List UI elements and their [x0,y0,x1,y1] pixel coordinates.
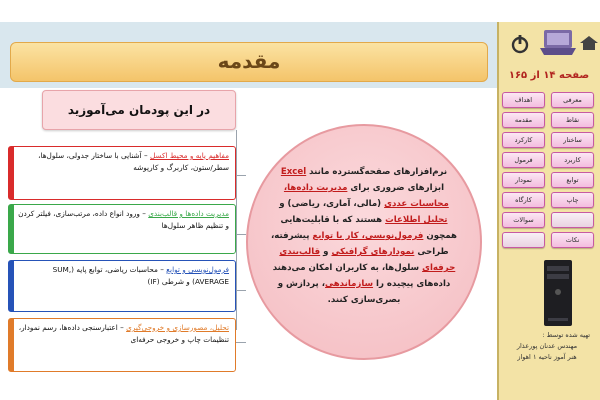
connector-tick [236,342,246,343]
page-indicator: صفحه ۱۴ از ۱۶۵ [508,70,590,81]
nav-button[interactable] [551,212,594,228]
connector-tick [236,175,246,176]
topic-card-body: – محاسبات ریاضی، توابع پایه (SUM, AVERAGE) و شرطی (IF) [52,265,229,286]
nav-button[interactable]: اهداف [502,92,545,108]
computer-case-icon [536,258,580,328]
summary-fragment: ابزارهای ضروری برای [350,183,445,193]
nav-button[interactable]: کاربرد [551,152,594,168]
topic-card-head: فرمول‌نویسی و توابع [166,265,229,274]
topic-card-head: مفاهیم پایه و محیط اکسل [149,151,229,160]
summary-fragment: سلول‌ها، به کاربران امکان می‌دهند داده‌های پیچیده را [272,263,451,289]
summary-highlight: سازماندهی [325,279,374,289]
summary-fragment: نرم‌افزارهای صفحه‌گسترده مانند [309,167,448,177]
topic-card-head: تحلیل، مصورسازی و خروجی‌گیری [126,323,229,332]
credits-label: تهیه شده توسط : [542,331,590,339]
topic-card-body: – اعتبارسنجی داده‌ها، رسم نمودار، تنظیمات چاپ و خروجی حرفه‌ای [18,323,229,344]
summary-fragment: پیشرفته، طراحی [270,231,449,257]
summary-highlight: محاسبات عددی [384,199,449,209]
connector-tick [236,290,246,291]
side-panel [497,22,600,400]
topic-card-body: – آشنایی با ساختار جدولی، سلول‌ها، سطر/ستون، کاربرگ و کارپوشه [38,151,229,172]
nav-button[interactable] [502,232,545,248]
watermark: Gama [400,360,486,390]
nav-button[interactable]: نمودار [502,172,545,188]
nav-button[interactable]: مقدمه [502,112,545,128]
subtitle: در این پودمان می‌آموزید [42,90,236,130]
topic-card-body: – ورود انواع داده، مرتب‌سازی، فیلتر کردن و تنظیم ظاهر سلول‌ها [18,209,229,230]
topic-card [8,146,236,200]
summary-highlight: قالب‌بندی حرفه‌ای [279,247,456,273]
topic-card [8,260,236,312]
nav-button[interactable]: فرمول [502,152,545,168]
nav-button[interactable]: توابع [551,172,594,188]
nav-button[interactable]: نکات [551,232,594,248]
nav-button[interactable]: چاپ [551,192,594,208]
home-icon[interactable] [580,36,598,50]
credits-author: مهندس عدنان پورعذار [516,342,578,350]
topic-card [8,318,236,372]
summary-fragment: (مالی، آماری، ریاضی) و [279,199,382,209]
topic-card [8,204,236,254]
summary-highlight: Excel [280,167,307,177]
summary-fragment: هستند که با قابلیت‌هایی همچون [280,215,458,241]
nav-button[interactable]: ساختار [551,132,594,148]
nav-button[interactable]: کارکرد [502,132,545,148]
summary-highlight: فرمول‌نویسی، کار با توابع [312,231,424,241]
credits [498,330,596,363]
nav-button[interactable]: نقاط [551,112,594,128]
nav-button[interactable]: کارگاه [502,192,545,208]
top-strip [0,0,600,22]
topic-card-head: مدیریت داده‌ها و قالب‌بندی [148,209,229,218]
nav-button[interactable]: سوالات [502,212,545,228]
connector-tick [236,234,246,235]
summary-highlight: نمودارهای گرافیکی [331,247,415,257]
summary-highlight: مدیریت داده‌ها، [283,183,348,193]
summary-highlight: تحلیل اطلاعات [385,215,448,225]
page-title: مقدمه [217,49,281,73]
summary-fragment: و [323,247,329,257]
summary-fragment: ، پردازش و بصری‌سازی کنند. [277,279,401,305]
nav-button[interactable]: معرفی [551,92,594,108]
laptop-icon[interactable] [538,28,578,56]
nav-grid [502,92,594,248]
summary-text [270,164,458,308]
power-icon[interactable] [510,34,530,54]
connector-line [236,130,237,330]
credits-school: هنر آموز ناحیه ۱ اهواز [517,353,577,361]
header-banner [10,42,488,82]
